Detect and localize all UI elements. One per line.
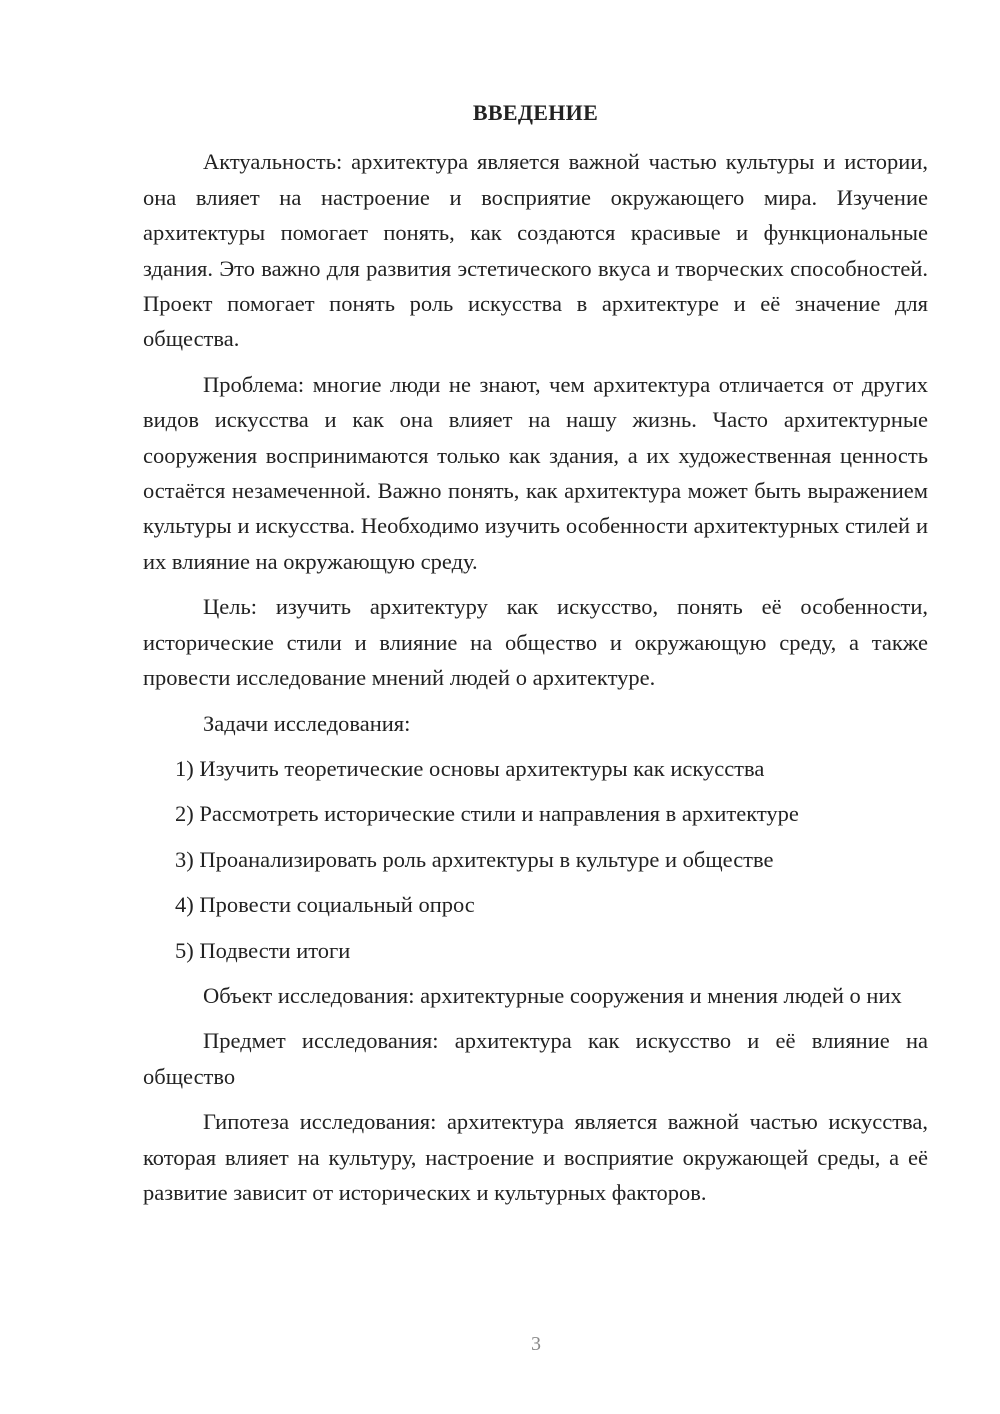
task-item: 1) Изучить теоретические основы архитектуры как искусства xyxy=(175,755,765,781)
task-list xyxy=(143,751,928,968)
task-item: 3) Проанализировать роль архитектуры в культуре и обществе xyxy=(175,846,774,872)
paragraph-subject: Предмет исследования: архитектура как искусство и её влияние на общество xyxy=(143,1028,928,1089)
paragraph-relevance: Актуальность: архитектура является важной частью культуры и истории, она влияет на настроение и восприятие окружающего мира. Изучение архитектуры помогает понять, как создаются красивые и функциональные здания. Это важно для развития эстетического вкуса и творческих способностей. Проект помогает понять роль искусства в архитектуре и её значение для общества. xyxy=(143,149,928,352)
task-item: 5) Подвести итоги xyxy=(175,937,351,963)
paragraph-goal: Цель: изучить архитектуру как искусство, понять её особенности, исторические стили и влияние на общество и окружающую среду, а также провести исследование мнений людей о архитектуре. xyxy=(143,594,928,691)
paragraph-object: Объект исследования: архитектурные сооружения и мнения людей о них xyxy=(203,982,902,1008)
page-number: 3 xyxy=(531,1333,541,1355)
document-body xyxy=(143,95,928,1220)
task-item: 4) Провести социальный опрос xyxy=(175,892,475,918)
task-item: 2) Рассмотреть исторические стили и направления в архитектуре xyxy=(175,801,799,827)
section-title: ВВЕДЕНИЕ xyxy=(472,100,599,125)
tasks-heading: Задачи исследования: xyxy=(203,710,411,736)
paragraph-problem: Проблема: многие люди не знают, чем архитектура отличается от других видов искусства и как она влияет на нашу жизнь. Часто архитектурные сооружения воспринимаются только как здания, а их художественная ценность остаётся незамеченной. Важно понять, как архитектура может быть выражением культуры и искусства. Необходимо изучить особенности архитектурных стилей и их влияние на окружающую среду. xyxy=(143,371,928,574)
paragraph-hypothesis: Гипотеза исследования: архитектура является важной частью искусства, которая влияет на культуру, настроение и восприятие окружающей среды, а её развитие зависит от исторических и культурных факторов. xyxy=(143,1109,928,1205)
